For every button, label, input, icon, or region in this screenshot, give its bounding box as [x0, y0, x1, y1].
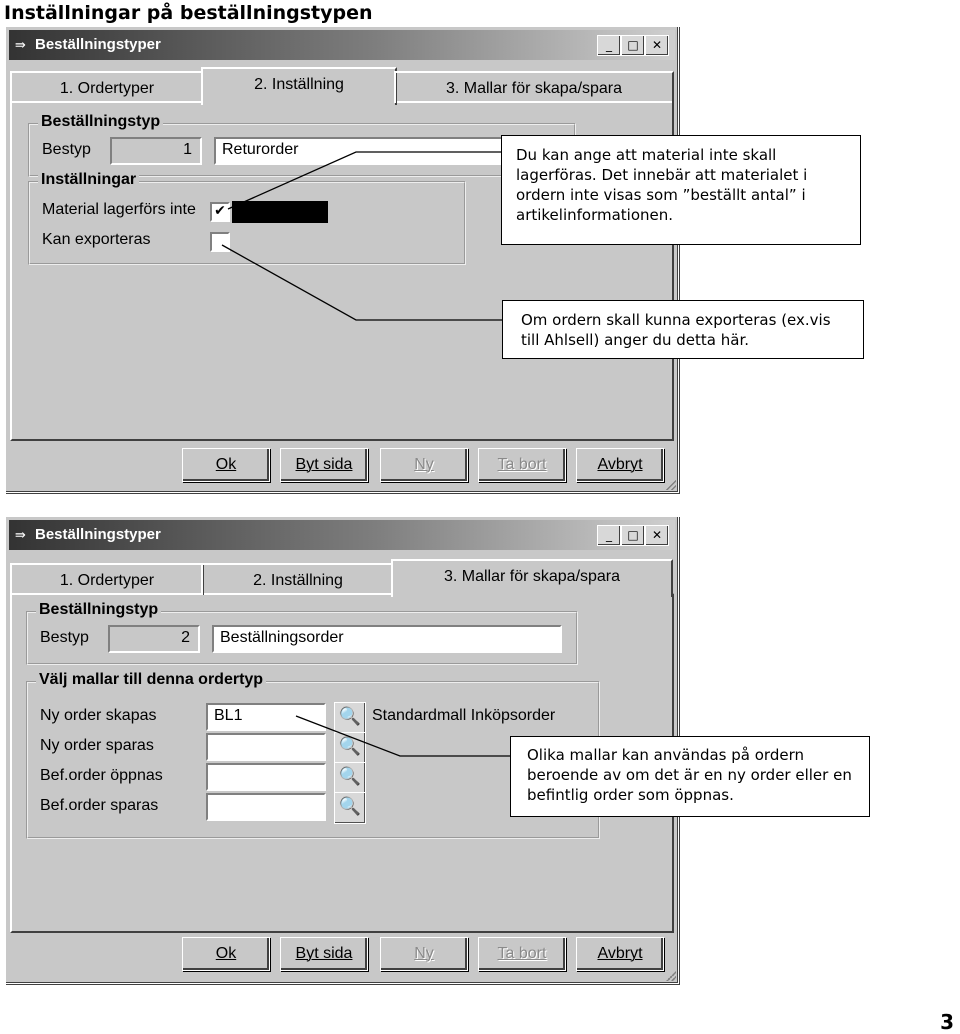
bef-order-oppnas-search-icon[interactable]: 🔍 — [334, 762, 366, 794]
page-title: Inställningar på beställningstypen — [4, 2, 373, 24]
tab-ordertyper[interactable]: 1. Ordertyper — [10, 71, 204, 103]
bestyp-number-field[interactable]: 2 — [108, 625, 200, 653]
window-title: Beställningstyper — [35, 36, 161, 53]
tab-mallar[interactable]: 3. Mallar för skapa/spara — [391, 559, 673, 597]
avbryt-button[interactable]: Avbryt — [576, 937, 664, 971]
ok-button[interactable]: Ok — [182, 937, 270, 971]
bef-order-sparas-field[interactable] — [206, 793, 326, 821]
close-button[interactable]: ✕ — [645, 35, 669, 56]
group-installningar — [28, 171, 466, 265]
ny-order-skapas-field[interactable]: BL1 — [206, 703, 326, 731]
bestyp-name-field[interactable]: Beställningsorder — [212, 625, 562, 653]
ny-order-sparas-search-icon[interactable]: 🔍 — [334, 732, 366, 764]
kan-exporteras-label: Kan exporteras — [42, 231, 151, 248]
titlebar — [9, 520, 675, 550]
ta-bort-button: Ta bort — [478, 448, 566, 482]
group-legend: Beställningstyp — [38, 113, 163, 131]
ta-bort-button: Ta bort — [478, 937, 566, 971]
close-button[interactable]: ✕ — [645, 525, 669, 546]
avbryt-button[interactable]: Avbryt — [576, 448, 664, 482]
group-legend: Inställningar — [38, 171, 139, 189]
ny-order-skapas-desc: Standardmall Inköpsorder — [372, 707, 556, 724]
ny-order-sparas-field[interactable] — [206, 733, 326, 761]
ok-button[interactable]: Ok — [182, 448, 270, 482]
app-icon: ⇛ — [15, 38, 26, 53]
resize-grip[interactable] — [666, 480, 676, 490]
app-icon: ⇛ — [15, 528, 26, 543]
ny-order-skapas-label: Ny order skapas — [40, 707, 157, 724]
bef-order-oppnas-field[interactable] — [206, 763, 326, 791]
bef-order-sparas-search-icon[interactable]: 🔍 — [334, 792, 366, 824]
kan-exporteras-checkbox[interactable] — [210, 232, 230, 252]
tab-installning[interactable]: 2. Inställning — [201, 563, 395, 595]
callout-mallar: Olika mallar kan användas på ordern beroende av om det är en ny order eller en befintlig order som öppnas. — [510, 736, 870, 817]
ny-order-sparas-label: Ny order sparas — [40, 737, 154, 754]
button-bar — [182, 937, 672, 971]
tab-installning[interactable]: 2. Inställning — [201, 67, 397, 105]
material-lagerfors-inte-checkbox[interactable]: ✔ — [210, 202, 230, 222]
button-bar — [182, 448, 672, 482]
group-legend: Beställningstyp — [36, 601, 161, 619]
ny-order-skapas-search-icon[interactable]: 🔍 — [334, 702, 366, 734]
bestyp-label: Bestyp — [40, 629, 89, 646]
tab-mallar[interactable]: 3. Mallar för skapa/spara — [394, 71, 674, 103]
window-title: Beställningstyper — [35, 526, 161, 543]
ny-button: Ny — [380, 448, 468, 482]
bestyp-number-field[interactable]: 1 — [110, 137, 202, 165]
maximize-button[interactable]: □ — [621, 525, 645, 546]
bef-order-sparas-label: Bef.order sparas — [40, 797, 159, 814]
bestyp-name-field[interactable]: Returorder — [214, 137, 564, 165]
page-number: 3 — [940, 1010, 954, 1034]
byt-sida-button[interactable]: Byt sida — [280, 448, 368, 482]
minimize-button[interactable]: _ — [597, 525, 621, 546]
bestyp-label: Bestyp — [42, 141, 91, 158]
byt-sida-button[interactable]: Byt sida — [280, 937, 368, 971]
resize-grip[interactable] — [666, 971, 676, 981]
ny-button: Ny — [380, 937, 468, 971]
minimize-button[interactable]: _ — [597, 35, 621, 56]
tab-ordertyper[interactable]: 1. Ordertyper — [10, 563, 204, 595]
titlebar — [9, 30, 675, 60]
window-bestallningstyper-1 — [5, 26, 679, 493]
group-legend: Välj mallar till denna ordertyp — [36, 671, 266, 689]
bef-order-oppnas-label: Bef.order öppnas — [40, 767, 163, 784]
callout-material-lagerfors: Du kan ange att material inte skall lagerföras. Det innebär att materialet i ordern inte visas som ”beställt antal” i artikelinformationen. — [501, 135, 861, 245]
material-lagerfors-inte-label: Material lagerförs inte — [42, 201, 196, 218]
maximize-button[interactable]: □ — [621, 35, 645, 56]
highlight-bar — [232, 201, 328, 223]
callout-kan-exporteras: Om ordern skall kunna exporteras (ex.vis till Ahlsell) anger du detta här. — [502, 300, 864, 359]
